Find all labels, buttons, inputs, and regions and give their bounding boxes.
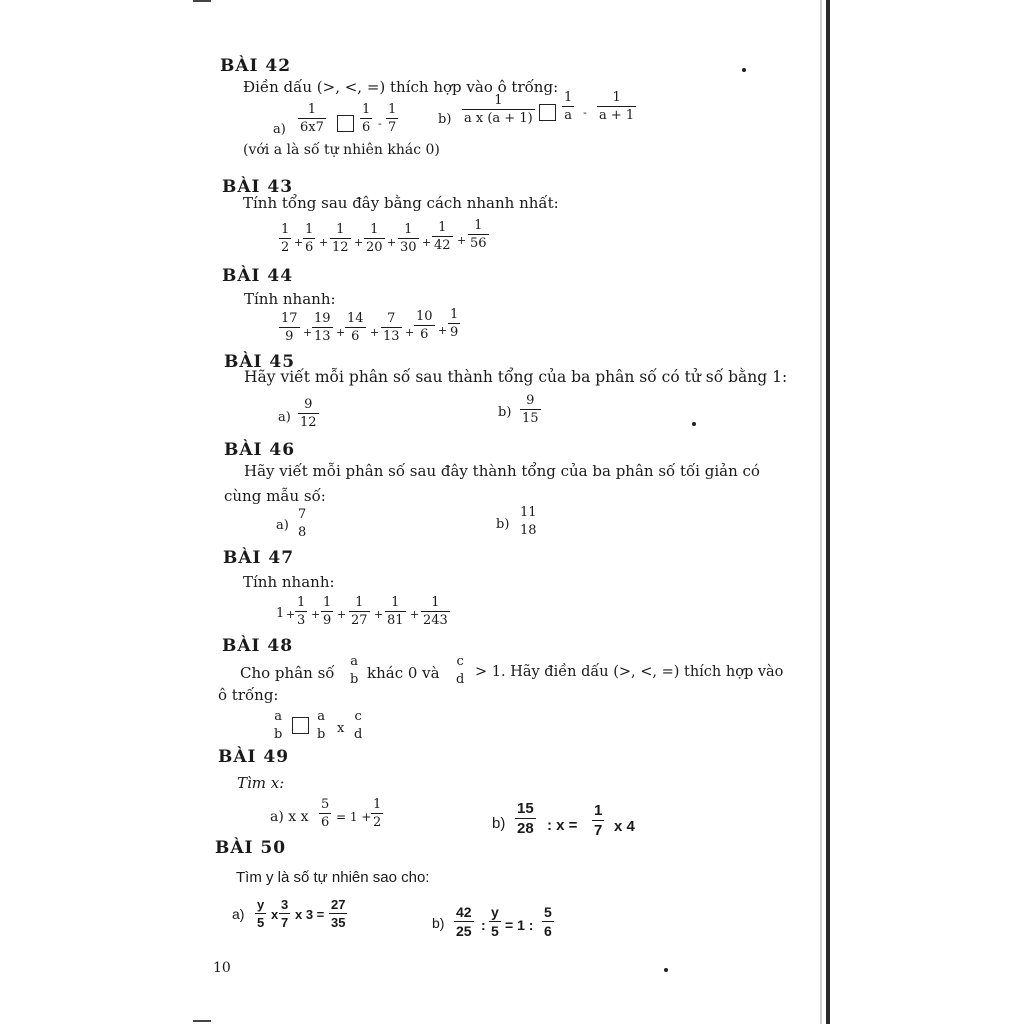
- plus-sign: +: [354, 236, 364, 249]
- exercise-50-instruction: Tìm y là số tự nhiên sao cho:: [236, 869, 430, 886]
- exercise-48-fraction-c-d: c d: [456, 654, 465, 687]
- plus-sign: +: [286, 608, 296, 621]
- exercise-46-instruction-line-2: cùng mẫu số:: [224, 487, 326, 505]
- plus-sign: +: [410, 608, 420, 621]
- exercise-47-fraction: 1 3: [297, 595, 306, 628]
- exercise-42-a-label: a): [273, 122, 286, 137]
- exercise-44-fraction: 17 9: [281, 311, 298, 344]
- exercise-49-b-end: x 4: [614, 818, 635, 835]
- exercise-43-title: BÀI 43: [222, 177, 294, 197]
- speck: [692, 422, 696, 426]
- plus-sign: +: [303, 326, 313, 339]
- exercise-46-title: BÀI 46: [224, 440, 296, 460]
- page-edge-shadow: [820, 0, 822, 1024]
- exercise-49-a-fraction-2: 1 2: [373, 797, 382, 830]
- exercise-48-expr-fraction-3: c d: [354, 709, 363, 742]
- colon-sign: :: [481, 917, 486, 933]
- exercise-42-a-answer-box[interactable]: [337, 115, 354, 132]
- exercise-49-title: BÀI 49: [218, 747, 290, 767]
- exercise-45-a-label: a): [278, 410, 291, 425]
- exercise-48-fraction-a-b: a b: [350, 654, 359, 687]
- exercise-47-fraction: 1 81: [387, 595, 404, 628]
- exercise-44-title: BÀI 44: [222, 266, 294, 286]
- exercise-42-a-fraction-3: 1 7: [388, 102, 397, 135]
- exercise-47-fraction: 1 9: [323, 595, 332, 628]
- exercise-48-title: BÀI 48: [222, 636, 294, 656]
- exercise-45-b-label: b): [498, 405, 512, 420]
- exercise-44-fraction: 14 6: [347, 311, 364, 344]
- exercise-50-title: BÀI 50: [215, 838, 287, 858]
- exercise-42-a-fraction-2: 1 6: [362, 102, 371, 135]
- exercise-46-a-fraction: 7 8: [298, 507, 307, 540]
- page-edge: [826, 0, 830, 1024]
- exercise-44-fraction: 10 6: [416, 309, 433, 342]
- times-sign: x: [271, 907, 279, 922]
- exercise-45-title: BÀI 45: [224, 352, 296, 372]
- page-number: 10: [213, 960, 231, 976]
- exercise-50-b-fraction-3: 5 6: [544, 904, 552, 939]
- exercise-50-b-fraction-2: y 5: [491, 904, 499, 939]
- exercise-43-fraction: 1 6: [305, 222, 314, 255]
- plus-sign: +: [337, 608, 347, 621]
- exercise-42-a-fraction-1: 1 6x7: [300, 102, 324, 135]
- exercise-50-a-fraction-1: y 5: [257, 897, 265, 930]
- plus-sign: +: [422, 236, 432, 249]
- exercise-46-a-label: a): [276, 518, 289, 533]
- exercise-49-b-fraction-2: 1 7: [594, 802, 603, 839]
- exercise-46-instruction-line-1: Hãy viết mỗi phân số sau đây thành tổng của ba phân số tối giản có: [244, 462, 760, 480]
- exercise-44-fraction: 19 13: [314, 311, 331, 344]
- exercise-49-b-fraction-1: 15 28: [517, 800, 534, 837]
- exercise-50-a-label: a): [232, 906, 245, 922]
- exercise-47-instruction: Tính nhanh:: [243, 573, 335, 591]
- exercise-42-b-label: b): [438, 112, 452, 127]
- exercise-47-fraction: 1 27: [351, 595, 368, 628]
- plus-sign: +: [319, 236, 329, 249]
- exercise-48-expr-fraction-2: a b: [317, 709, 326, 742]
- exercise-50-b-middle: = 1 :: [505, 917, 534, 933]
- plus-sign: +: [438, 324, 448, 337]
- exercise-50-b-label: b): [432, 915, 445, 931]
- exercise-42-b-fraction-1: 1 a x (a + 1): [464, 93, 533, 126]
- exercise-42-note: (với a là số tự nhiên khác 0): [243, 142, 440, 158]
- speck: [664, 968, 668, 972]
- plus-sign: +: [457, 234, 467, 247]
- plus-sign: +: [336, 326, 346, 339]
- exercise-48-answer-box[interactable]: [292, 717, 309, 734]
- exercise-46-b-label: b): [496, 517, 510, 532]
- scan-mark: [193, 0, 211, 2]
- exercise-49-instruction: Tìm x:: [237, 774, 285, 792]
- exercise-42-instruction: Điền dấu (>, <, =) thích hợp vào ô trống:: [243, 78, 559, 96]
- exercise-45-b-fraction: 9 15: [522, 393, 539, 426]
- exercise-50-a-fraction-2: 3 7: [281, 897, 289, 930]
- exercise-44-fraction: 1 9: [450, 307, 459, 340]
- plus-sign: +: [370, 326, 380, 339]
- exercise-48-expr-fraction-1: a b: [274, 709, 283, 742]
- exercise-47-lead: 1: [276, 606, 285, 621]
- exercise-42-title: BÀI 42: [220, 56, 292, 76]
- exercise-46-b-fraction: 11 18: [520, 505, 537, 538]
- plus-sign: +: [311, 608, 321, 621]
- scan-mark: [193, 1020, 211, 1022]
- exercise-48-text-3: > 1. Hãy điền dấu (>, <, =) thích hợp vào: [475, 664, 784, 680]
- times-sign: x: [337, 721, 345, 736]
- exercise-48-text-1: Cho phân số: [240, 664, 335, 682]
- exercise-43-fraction: 1 42: [434, 220, 451, 253]
- exercise-49-a-label: a) x x: [270, 809, 309, 825]
- exercise-42-b-fraction-3: 1 a + 1: [599, 90, 635, 123]
- exercise-44-fraction: 7 13: [383, 311, 400, 344]
- exercise-49-a-middle: = 1 +: [336, 810, 372, 824]
- minus-sign: -: [583, 106, 587, 119]
- exercise-42-b-fraction-2: 1 a: [564, 90, 573, 123]
- exercise-43-instruction: Tính tổng sau đây bằng cách nhanh nhất:: [243, 194, 559, 212]
- exercise-43-fraction: 1 20: [366, 222, 383, 255]
- exercise-44-instruction: Tính nhanh:: [244, 290, 336, 308]
- exercise-43-fraction: 1 56: [470, 218, 487, 251]
- speck: [742, 68, 746, 72]
- exercise-49-b-label: b): [492, 815, 506, 832]
- exercise-43-fraction: 1 30: [400, 222, 417, 255]
- minus-sign: -: [378, 117, 382, 130]
- exercise-50-a-fraction-3: 27 35: [331, 897, 346, 930]
- exercise-48-text-2: khác 0 và: [367, 664, 440, 682]
- exercise-45-a-fraction: 9 12: [300, 397, 317, 430]
- exercise-43-fraction: 1 2: [281, 222, 290, 255]
- plus-sign: +: [294, 236, 304, 249]
- exercise-47-title: BÀI 47: [223, 548, 295, 568]
- exercise-49-b-middle: : x =: [547, 817, 578, 834]
- exercise-50-b-fraction-1: 42 25: [456, 904, 472, 939]
- exercise-50-a-middle: x 3 =: [295, 907, 325, 922]
- exercise-42-b-answer-box[interactable]: [539, 104, 556, 121]
- plus-sign: +: [387, 236, 397, 249]
- exercise-48-text-4: ô trống:: [218, 686, 279, 704]
- plus-sign: +: [405, 326, 415, 339]
- exercise-47-fraction: 1 243: [423, 595, 448, 628]
- exercise-43-fraction: 1 12: [332, 222, 349, 255]
- exercise-45-instruction: Hãy viết mỗi phân số sau thành tổng của ba phân số có tử số bằng 1:: [244, 368, 788, 386]
- exercise-49-a-fraction-1: 5 6: [321, 797, 330, 830]
- plus-sign: +: [374, 608, 384, 621]
